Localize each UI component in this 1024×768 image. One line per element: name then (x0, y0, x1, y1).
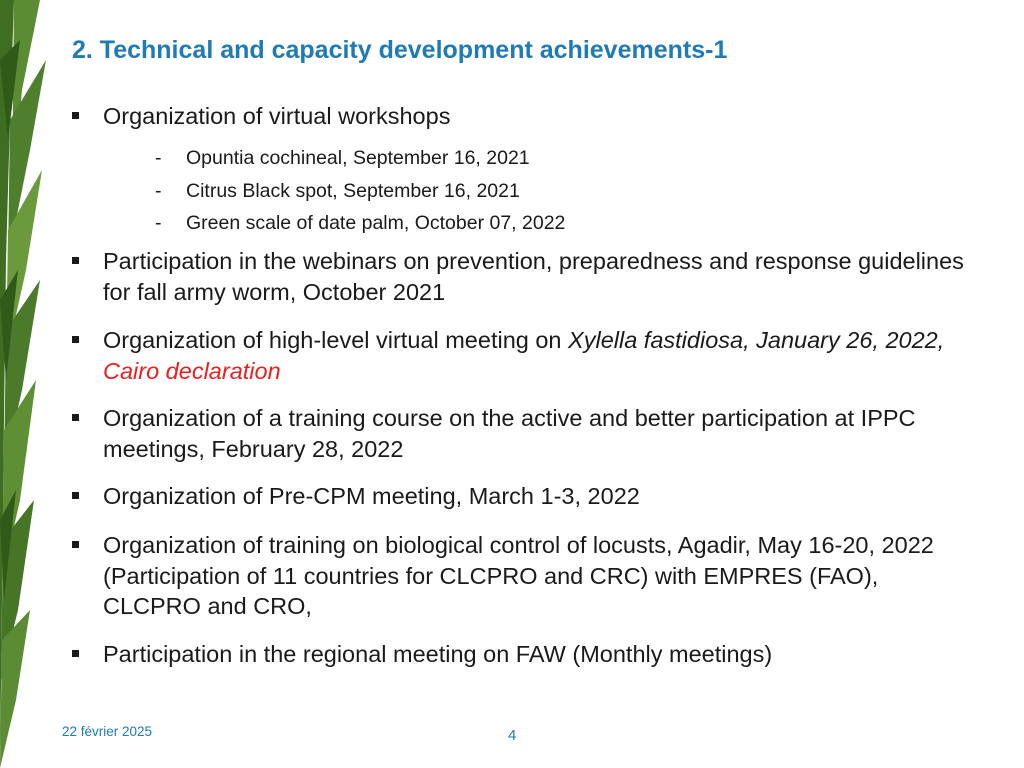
sub-item-text: Green scale of date palm, October 07, 2022 (186, 212, 566, 234)
footer-date: 22 février 2025 (62, 724, 153, 739)
square-bullet-icon (72, 541, 79, 548)
page-number: 4 (508, 727, 517, 744)
dash-marker: - (155, 212, 162, 234)
square-bullet-icon (72, 112, 79, 119)
dash-marker: - (155, 180, 162, 202)
bullet-text: Participation in the regional meeting on FAW (Monthly meetings) (103, 641, 773, 667)
bullet-text: Organization of Pre-CPM meeting, March 1-3, 2022 (103, 483, 640, 509)
bullet-webinars (72, 246, 972, 307)
sub-item-text: Opuntia cochineal, September 16, 2021 (186, 147, 530, 169)
bullet-pre-cpm (72, 481, 972, 512)
bullet-xylella-meeting (72, 325, 972, 386)
square-bullet-icon (72, 414, 79, 421)
bullet-text: Organization of a training course on the active and better participation at IPPC meetings, February 28, 2022 (103, 405, 916, 462)
bullet-text: Organization of training on biological control of locusts, Agadir, May 16-20, 2022 (Participation of 11 countries for CLCPRO and CRC) with EMPRES (FAO), CLCPRO and CRO, (103, 532, 934, 619)
bullet-text: Participation in the webinars on prevention, preparedness and response guidelines for fall army worm, October 2021 (103, 248, 964, 305)
bullet-faw-meeting (72, 639, 972, 670)
sub-item-green-scale (155, 211, 565, 235)
bullet-text: Organization of virtual workshops (103, 103, 451, 129)
square-bullet-icon (72, 336, 79, 343)
bullet-virtual-workshops (72, 101, 972, 132)
square-bullet-icon (72, 650, 79, 657)
bullet-text (103, 325, 972, 386)
bullet-training-ippc (72, 403, 972, 464)
sub-item-text: Citrus Black spot, September 16, 2021 (186, 180, 520, 202)
bullet-text-prefix: Organization of high-level virtual meeting on (103, 327, 569, 353)
dash-marker: - (155, 147, 162, 169)
slide-title: 2. Technical and capacity development achievements-1 (72, 36, 728, 64)
cairo-declaration-text: Cairo declaration (103, 357, 281, 384)
bullet-text-italic: Xylella fastidiosa, January 26, 2022, (568, 327, 945, 353)
bullet-locust-training (72, 530, 972, 622)
palm-leaf-decoration (0, 0, 60, 768)
sub-item-citrus (155, 179, 520, 203)
square-bullet-icon (72, 492, 79, 499)
sub-item-opuntia (155, 146, 530, 170)
square-bullet-icon (72, 257, 79, 264)
